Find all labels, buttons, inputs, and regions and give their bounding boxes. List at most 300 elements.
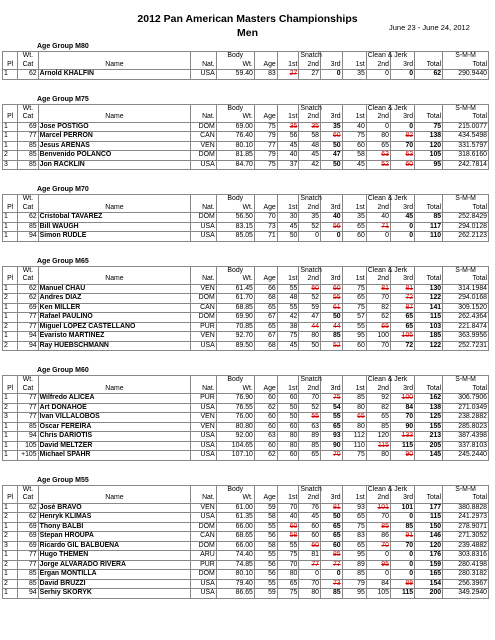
column-header: Nat. <box>191 204 216 213</box>
attempt-value: 65 <box>357 222 365 230</box>
age-group-section <box>0 95 495 171</box>
cj-attempt-cell <box>342 332 366 342</box>
nation-cell: USA <box>191 403 216 413</box>
smm-total-cell: 303.8316 <box>443 551 489 561</box>
athlete-name: José BRAVO <box>38 503 191 513</box>
age-cell: 68 <box>254 341 277 351</box>
table-row <box>3 294 489 304</box>
attempt-value: 45 <box>289 341 298 349</box>
cj-attempt-cell <box>342 303 366 313</box>
nation-cell: VEN <box>191 413 216 423</box>
column-header: 1st <box>277 204 299 213</box>
column-header: 3rd <box>321 494 343 503</box>
table-row <box>3 570 489 580</box>
attempt-value: 44 <box>332 322 341 330</box>
table-row <box>3 132 489 142</box>
table-row <box>3 422 489 432</box>
snatch-attempt-cell <box>321 560 343 570</box>
cj-attempt-cell <box>342 503 366 513</box>
snatch-attempt-cell <box>299 303 321 313</box>
column-header: Nat. <box>191 275 216 284</box>
snatch-attempt-cell <box>321 213 343 223</box>
age-cell: 75 <box>254 160 277 170</box>
cj-attempt-cell <box>390 151 414 161</box>
age-cell: 75 <box>254 122 277 132</box>
snatch-attempt-cell <box>321 503 343 513</box>
attempt-value: 75 <box>289 332 298 339</box>
attempt-value: 0 <box>409 513 414 520</box>
column-header <box>415 376 443 385</box>
attempt-value: 50 <box>289 403 298 411</box>
athlete-name: Jorge ALVARADO RIVERA <box>38 560 191 570</box>
attempt-value: 82 <box>381 403 389 411</box>
category-cell: 94 <box>18 432 38 442</box>
snatch-attempt-cell <box>321 570 343 580</box>
snatch-attempt-cell <box>299 403 321 413</box>
table-row <box>3 532 489 542</box>
smm-total-cell: 314.1984 <box>443 284 489 294</box>
snatch-attempt-cell <box>321 222 343 232</box>
attempt-value: 115 <box>402 441 414 449</box>
cj-attempt-cell <box>366 541 390 551</box>
bodyweight-cell: 80.10 <box>216 570 254 580</box>
category-cell: 69 <box>18 541 38 551</box>
attempt-value: 35 <box>311 213 319 220</box>
age-cell: 70 <box>254 213 277 223</box>
column-header <box>254 376 277 385</box>
nation-cell: DOM <box>191 570 216 580</box>
cj-attempt-cell <box>342 541 366 551</box>
cj-attempt-cell <box>342 222 366 232</box>
nation-cell: ARU <box>191 551 216 561</box>
attempt-value: 75 <box>357 284 365 292</box>
total-cell: 155 <box>415 422 443 432</box>
total-cell: 138 <box>415 132 443 142</box>
snatch-attempt-cell <box>321 413 343 423</box>
column-header: Total <box>415 385 443 394</box>
column-header: Name <box>38 275 191 284</box>
place-cell: 1 <box>3 432 18 442</box>
attempt-value: 0 <box>409 232 414 239</box>
age-cell: 83 <box>254 70 277 80</box>
snatch-attempt-cell <box>299 284 321 294</box>
column-header <box>321 376 343 385</box>
column-header: Pl <box>3 61 18 70</box>
snatch-attempt-cell <box>321 551 343 561</box>
cj-attempt-cell <box>390 284 414 294</box>
cj-attempt-cell <box>390 441 414 451</box>
cj-attempt-cell <box>366 570 390 580</box>
nation-cell: DOM <box>191 294 216 304</box>
nation-cell: USA <box>191 232 216 242</box>
attempt-value: 55 <box>289 541 298 549</box>
snatch-attempt-cell <box>321 151 343 161</box>
attempt-value: 80 <box>381 451 389 458</box>
header-row <box>3 52 489 61</box>
attempt-value: 100 <box>401 394 414 401</box>
attempt-value: 81 <box>405 284 414 292</box>
attempt-value: 120 <box>377 432 389 439</box>
smm-total-cell: 280.4198 <box>443 560 489 570</box>
cj-attempt-cell <box>390 322 414 332</box>
header-row <box>3 266 489 275</box>
header-row <box>3 385 489 394</box>
snatch-attempt-cell <box>321 451 343 461</box>
athlete-name: Ricardo GIL BALBUENA <box>38 541 191 551</box>
total-cell: 162 <box>415 394 443 404</box>
nation-cell: PUR <box>191 394 216 404</box>
total-cell: 130 <box>415 284 443 294</box>
nation-cell: VEN <box>191 422 216 432</box>
column-header: Cat <box>18 494 38 503</box>
snatch-attempt-cell <box>277 589 299 599</box>
place-cell: 1 <box>3 589 18 599</box>
place-cell: 1 <box>3 222 18 232</box>
total-cell: 141 <box>415 303 443 313</box>
column-header: S-M-M <box>443 266 489 275</box>
snatch-attempt-cell <box>277 213 299 223</box>
place-cell: 1 <box>3 284 18 294</box>
cj-attempt-cell <box>390 522 414 532</box>
cj-attempt-cell <box>342 70 366 80</box>
snatch-attempt-cell <box>321 284 343 294</box>
attempt-value: 80 <box>381 132 389 139</box>
cj-attempt-cell <box>390 132 414 142</box>
snatch-attempt-cell <box>277 560 299 570</box>
age-cell: 79 <box>254 132 277 142</box>
smm-total-cell: 215.0077 <box>443 122 489 132</box>
attempt-value: 60 <box>289 451 298 458</box>
column-header <box>254 266 277 275</box>
athlete-name: Oscar FEREIRA <box>38 422 191 432</box>
attempt-value: 0 <box>409 560 414 568</box>
cj-attempt-cell <box>390 513 414 523</box>
place-cell: 1 <box>3 441 18 451</box>
attempt-value: 0 <box>385 232 389 239</box>
attempt-value: 115 <box>402 589 414 596</box>
age-cell: 77 <box>254 141 277 151</box>
attempt-value: 45 <box>311 513 319 520</box>
header-row <box>3 195 489 204</box>
place-cell: 2 <box>3 341 18 351</box>
athlete-name: Stepan HROUPA <box>38 532 191 542</box>
place-cell: 1 <box>3 303 18 313</box>
attempt-value: 62 <box>381 313 389 320</box>
attempt-value: 75 <box>357 451 365 458</box>
attempt-value: 60 <box>357 232 365 239</box>
column-header: 3rd <box>390 61 414 70</box>
attempt-value: 70 <box>381 541 389 549</box>
attempt-value: 76 <box>311 503 319 511</box>
attempt-value: 58 <box>289 532 298 539</box>
attempt-value: 70 <box>405 541 414 549</box>
table-row <box>3 413 489 423</box>
attempt-value: 75 <box>357 132 365 139</box>
age-cell: 60 <box>254 413 277 423</box>
bodyweight-cell: 83.15 <box>216 222 254 232</box>
attempt-value: 47 <box>311 313 319 320</box>
nation-cell: PUR <box>191 322 216 332</box>
smm-total-cell: 256.3967 <box>443 579 489 589</box>
athlete-name: Manuel CHAU <box>38 284 191 294</box>
athlete-name: David BRUZZI <box>38 579 191 589</box>
category-cell: +105 <box>18 451 38 461</box>
cj-attempt-cell <box>342 432 366 442</box>
column-header: Wt. <box>216 113 254 122</box>
attempt-value: 80 <box>357 422 365 430</box>
attempt-value: 52 <box>311 294 319 301</box>
nation-cell: VEN <box>191 503 216 513</box>
snatch-attempt-cell <box>321 303 343 313</box>
snatch-attempt-cell <box>321 122 343 132</box>
athlete-name: Serhiy SKORYK <box>38 589 191 599</box>
attempt-value: 60 <box>332 541 341 549</box>
total-cell: 95 <box>415 160 443 170</box>
cj-attempt-cell <box>366 579 390 589</box>
cj-attempt-cell <box>342 213 366 223</box>
cj-attempt-cell <box>366 451 390 461</box>
attempt-value: 60 <box>357 141 365 149</box>
table-row <box>3 70 489 80</box>
smm-total-cell: 309.1520 <box>443 303 489 313</box>
nation-cell: DOM <box>191 541 216 551</box>
attempt-value: 100 <box>377 332 389 339</box>
column-header <box>191 266 216 275</box>
snatch-attempt-cell <box>277 313 299 323</box>
cj-attempt-cell <box>390 341 414 351</box>
bodyweight-cell: 84.70 <box>216 160 254 170</box>
bodyweight-cell: 61.45 <box>216 284 254 294</box>
place-cell: 1 <box>3 313 18 323</box>
column-header <box>277 376 299 385</box>
age-cell: 65 <box>254 322 277 332</box>
attempt-value: 0 <box>409 570 414 577</box>
place-cell: 1 <box>3 522 18 532</box>
snatch-attempt-cell <box>277 422 299 432</box>
snatch-attempt-cell <box>321 541 343 551</box>
column-header <box>254 195 277 204</box>
snatch-attempt-cell <box>277 441 299 451</box>
snatch-attempt-cell <box>277 570 299 580</box>
snatch-attempt-cell <box>321 432 343 442</box>
attempt-value: 75 <box>357 303 365 311</box>
category-cell: 77 <box>18 313 38 323</box>
age-cell: 55 <box>254 579 277 589</box>
bodyweight-cell: 61.00 <box>216 503 254 513</box>
age-cell: 62 <box>254 403 277 413</box>
snatch-attempt-cell <box>299 551 321 561</box>
cj-attempt-cell <box>366 232 390 242</box>
category-cell: 77 <box>18 551 38 561</box>
snatch-attempt-cell <box>277 141 299 151</box>
snatch-attempt-cell <box>299 441 321 451</box>
smm-total-cell: 290.9440 <box>443 70 489 80</box>
cj-attempt-cell <box>366 151 390 161</box>
place-cell: 1 <box>3 122 18 132</box>
place-cell: 1 <box>3 232 18 242</box>
category-cell: 77 <box>18 403 38 413</box>
smm-total-cell: 337.8103 <box>443 441 489 451</box>
total-cell: 145 <box>415 451 443 461</box>
bodyweight-cell: 92.00 <box>216 432 254 442</box>
athlete-name: Evaristo MARTINEZ <box>38 332 191 342</box>
snatch-attempt-cell <box>321 532 343 542</box>
bodyweight-cell: 59.40 <box>216 70 254 80</box>
column-header: Total <box>415 494 443 503</box>
column-header <box>3 485 18 494</box>
attempt-value: 89 <box>357 560 365 568</box>
place-cell: 1 <box>3 141 18 151</box>
age-cell: 56 <box>254 560 277 570</box>
column-header: 1st <box>342 275 366 284</box>
column-header: 2nd <box>366 204 390 213</box>
table-row <box>3 513 489 523</box>
bodyweight-cell: 81.85 <box>216 151 254 161</box>
snatch-attempt-cell <box>321 322 343 332</box>
smm-total-cell: 271.0349 <box>443 403 489 413</box>
snatch-attempt-cell <box>277 232 299 242</box>
attempt-value: 80 <box>311 332 319 339</box>
column-header: 2nd <box>299 204 321 213</box>
column-header: Wt. <box>216 275 254 284</box>
age-cell: 71 <box>254 232 277 242</box>
column-header <box>342 104 366 113</box>
column-header <box>3 195 18 204</box>
bodyweight-cell: 66.00 <box>216 541 254 551</box>
snatch-attempt-cell <box>321 160 343 170</box>
results-table <box>2 51 489 80</box>
cj-attempt-cell <box>366 394 390 404</box>
total-cell: 122 <box>415 341 443 351</box>
column-header <box>321 485 343 494</box>
total-cell: 122 <box>415 294 443 304</box>
age-cell: 55 <box>254 551 277 561</box>
column-header <box>277 266 299 275</box>
results-groups <box>0 42 495 614</box>
results-table <box>2 375 489 461</box>
column-header: 3rd <box>390 275 414 284</box>
table-row <box>3 332 489 342</box>
attempt-value: 85 <box>405 522 414 530</box>
cj-attempt-cell <box>366 132 390 142</box>
snatch-attempt-cell <box>277 451 299 461</box>
category-cell: 62 <box>18 503 38 513</box>
attempt-value: 40 <box>381 213 389 220</box>
attempt-value: 58 <box>357 151 365 158</box>
attempt-value: 0 <box>385 570 389 577</box>
smm-total-cell: 434.5498 <box>443 132 489 142</box>
attempt-value: 81 <box>311 551 319 558</box>
age-group-section <box>0 476 495 599</box>
category-cell: 69 <box>18 122 38 132</box>
cj-attempt-cell <box>390 70 414 80</box>
cj-attempt-cell <box>342 522 366 532</box>
place-cell: 1 <box>3 132 18 142</box>
category-cell: 77 <box>18 560 38 570</box>
attempt-value: 35 <box>289 122 298 130</box>
attempt-value: 35 <box>332 122 341 130</box>
column-header: Age <box>254 204 277 213</box>
snatch-attempt-cell <box>299 541 321 551</box>
attempt-value: 55 <box>311 413 319 420</box>
cj-attempt-cell <box>366 284 390 294</box>
snatch-attempt-cell <box>277 394 299 404</box>
attempt-value: 70 <box>381 513 389 520</box>
column-header: Body <box>216 104 254 113</box>
attempt-value: 88 <box>405 579 414 587</box>
snatch-attempt-cell <box>299 322 321 332</box>
cj-attempt-cell <box>390 332 414 342</box>
attempt-value: 35 <box>357 213 365 220</box>
attempt-value: 110 <box>353 441 365 449</box>
age-cell: 73 <box>254 222 277 232</box>
attempt-value: 0 <box>385 70 389 77</box>
table-row <box>3 441 489 451</box>
athlete-name: Simon RUDLE <box>38 232 191 242</box>
cj-attempt-cell <box>390 413 414 423</box>
snatch-attempt-cell <box>299 579 321 589</box>
snatch-attempt-cell <box>299 560 321 570</box>
age-cell: 56 <box>254 532 277 542</box>
attempt-value: 95 <box>381 560 389 568</box>
column-header <box>38 104 191 113</box>
attempt-value: 60 <box>311 532 319 539</box>
column-header <box>191 376 216 385</box>
athlete-name: Marcel PERRON <box>38 132 191 142</box>
total-cell: 146 <box>415 532 443 542</box>
snatch-attempt-cell <box>299 332 321 342</box>
cj-attempt-cell <box>342 313 366 323</box>
column-header: Wt. <box>18 195 38 204</box>
cj-attempt-cell <box>366 532 390 542</box>
attempt-value: 72 <box>405 341 414 349</box>
cj-attempt-cell <box>366 70 390 80</box>
athlete-name: Rafael PAULINO <box>38 313 191 323</box>
cj-attempt-cell <box>366 141 390 151</box>
table-row <box>3 213 489 223</box>
nation-cell: DOM <box>191 522 216 532</box>
column-header: 3rd <box>321 385 343 394</box>
category-cell: 85 <box>18 570 38 580</box>
age-group-section <box>0 257 495 352</box>
nation-cell: USA <box>191 579 216 589</box>
cj-attempt-cell <box>342 413 366 423</box>
attempt-value: 65 <box>357 541 365 549</box>
attempt-value: 60 <box>289 394 298 401</box>
attempt-value: 48 <box>289 294 298 301</box>
snatch-attempt-cell <box>321 132 343 142</box>
column-header <box>38 376 191 385</box>
total-cell: 150 <box>415 522 443 532</box>
cj-attempt-cell <box>342 589 366 599</box>
category-cell: 77 <box>18 413 38 423</box>
attempt-value: 95 <box>357 551 365 558</box>
cj-attempt-cell <box>342 570 366 580</box>
attempt-value: 65 <box>381 141 389 149</box>
athlete-name: Ivan VILLALOBOS <box>38 413 191 423</box>
attempt-value: 63 <box>311 422 319 430</box>
attempt-value: 90 <box>405 422 414 430</box>
attempt-value: 52 <box>381 160 389 168</box>
attempt-value: 60 <box>357 341 365 349</box>
nation-cell: CAN <box>191 532 216 542</box>
attempt-value: 0 <box>315 570 319 577</box>
table-row <box>3 232 489 242</box>
category-cell: 62 <box>18 284 38 294</box>
attempt-value: 47 <box>332 151 341 158</box>
table-row <box>3 579 489 589</box>
attempt-value: 87 <box>405 303 414 311</box>
